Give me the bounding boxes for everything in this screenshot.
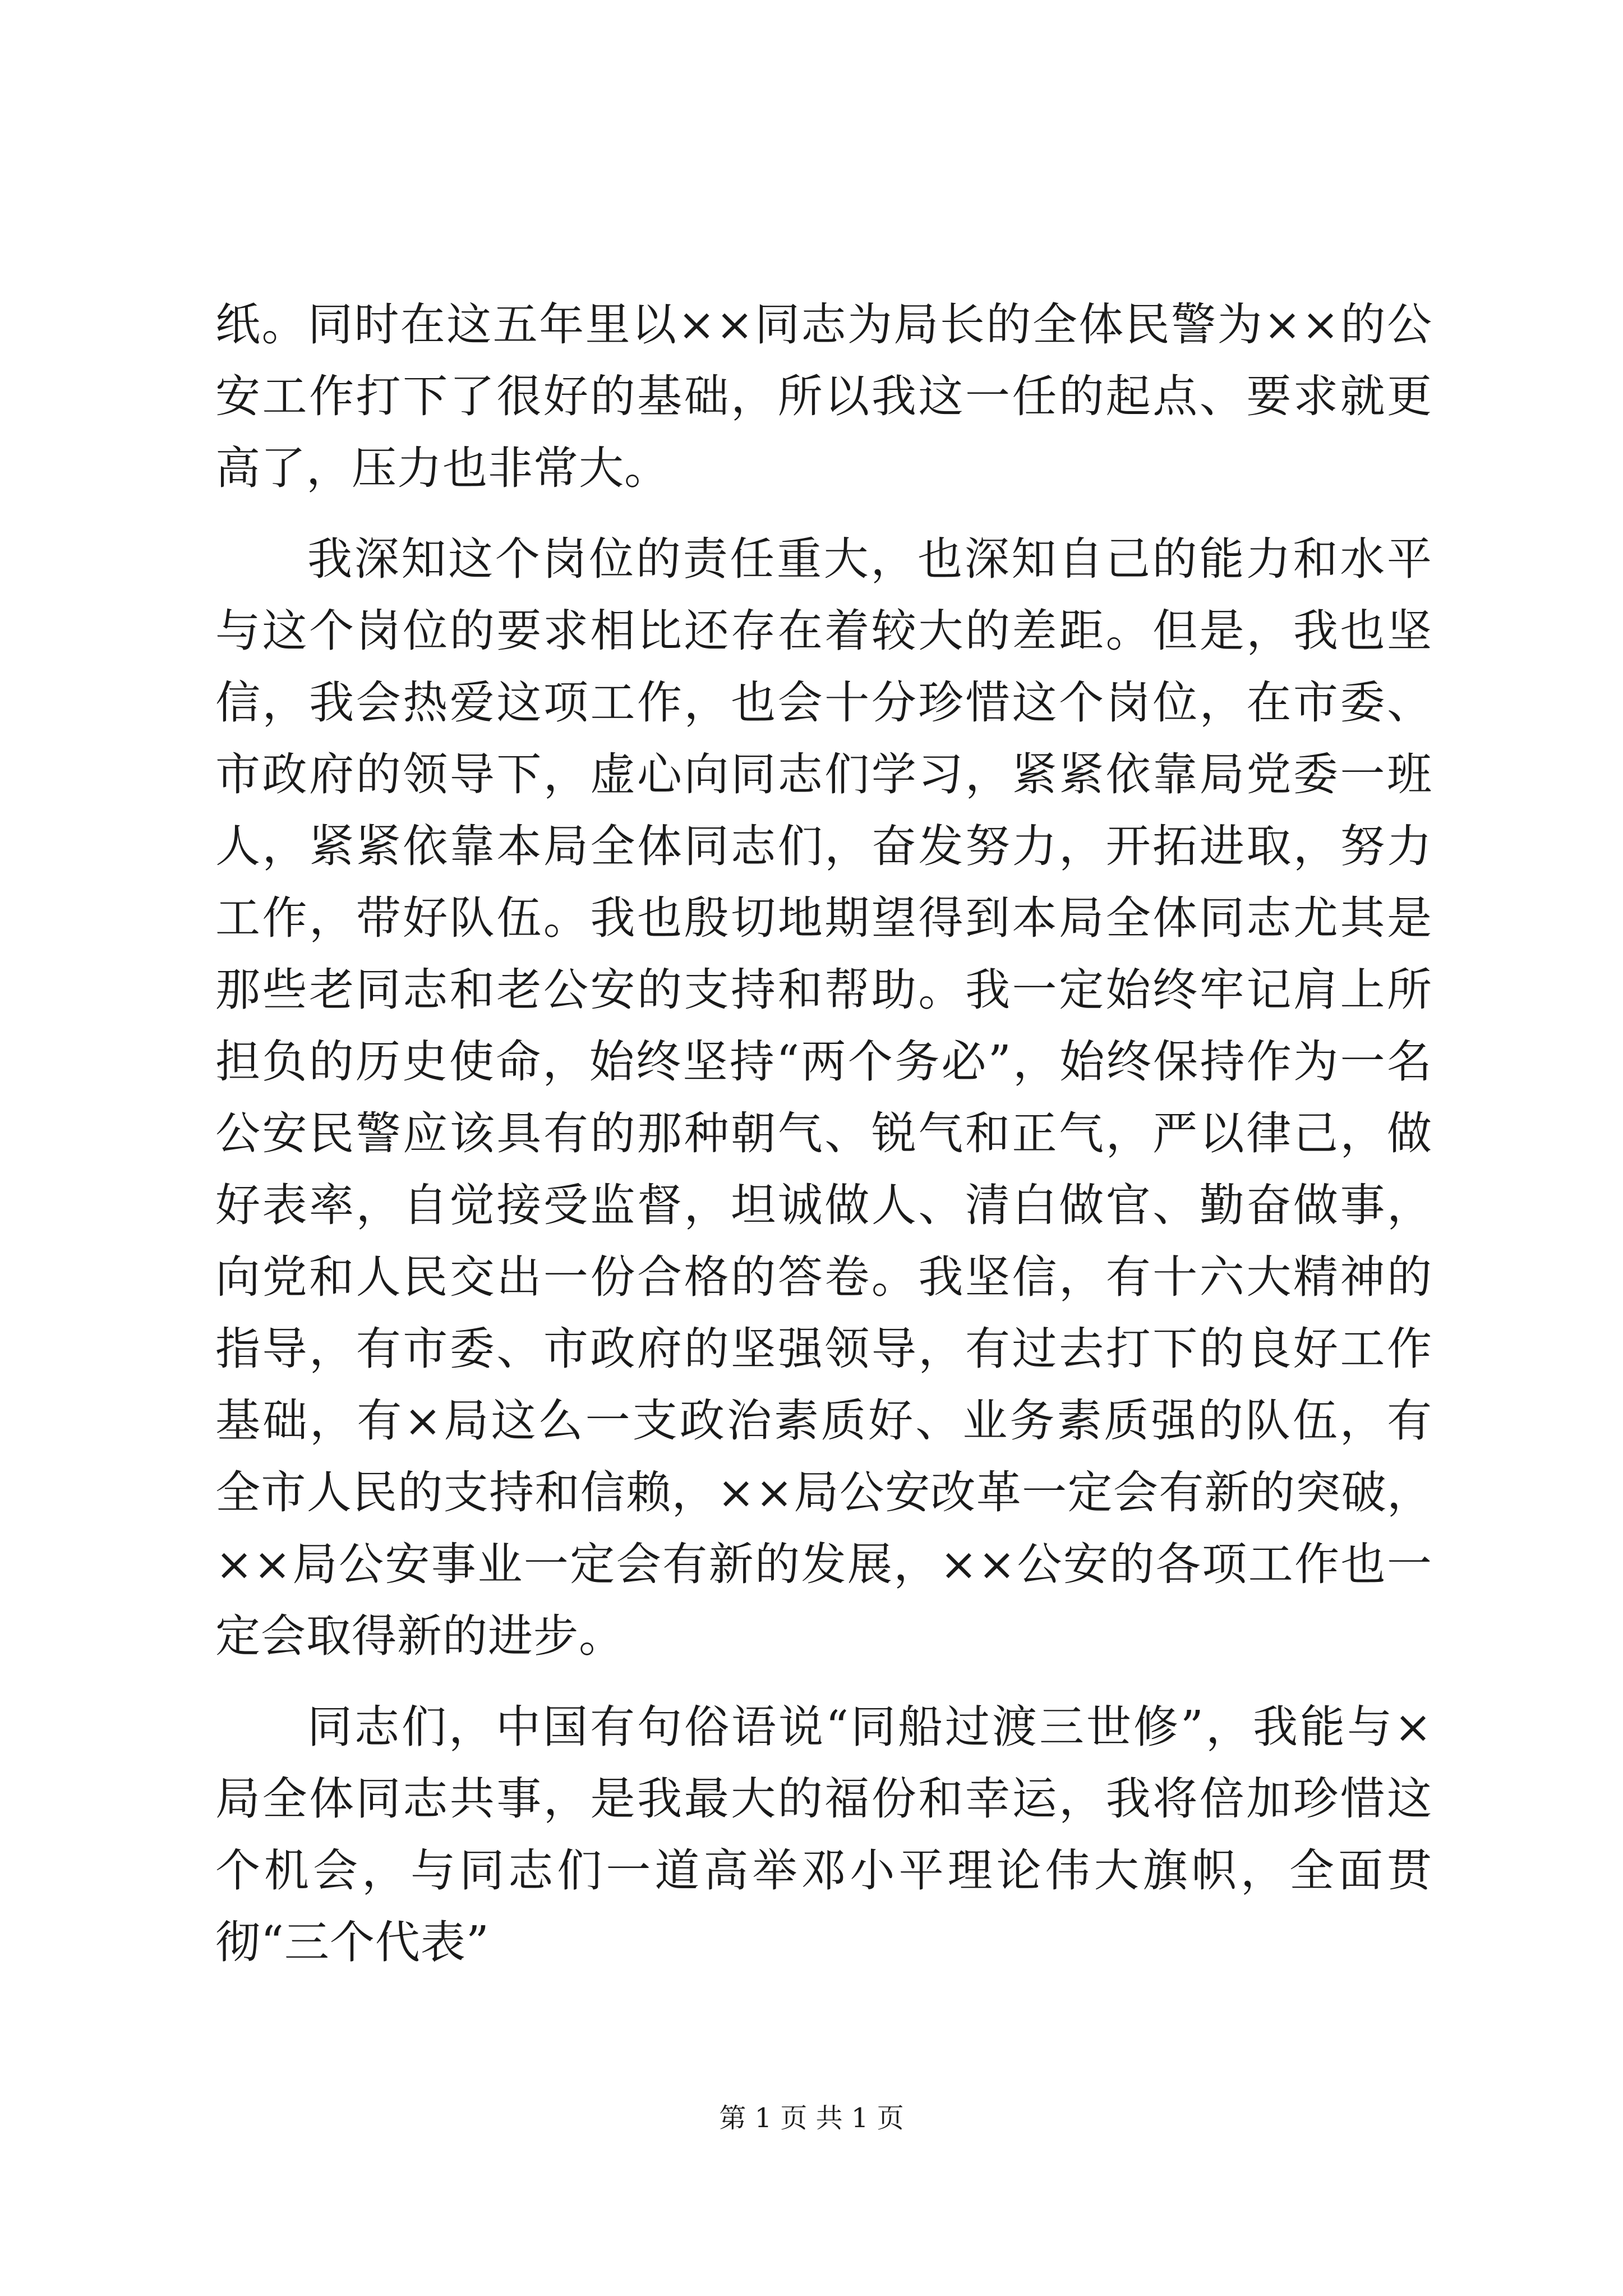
page-footer: 第 1 页 共 1 页 <box>719 2102 904 2134</box>
paragraph-commitment: 我深知这个岗位的责任重大，也深知自己的能力和水平与这个岗位的要求相比还存在着较大的差距。但是，我也坚信，我会热爱这项工作，也会十分珍惜这个岗位，在市委、市政府的领导下，虚心向同志们学习，紧紧依靠局党委一班人，紧紧依靠本局全体同志们，奋发努力，开拓进取，努力工作，带好队伍。我也殷切地期望得到本局全体同志尤其是那些老同志和老公安的支持和帮助。我一定始终牢记肩上所担负的历史使命，始终坚持“两个务必”，始终保持作为一名公安民警应该具有的那种朝气、锐气和正气，严以律己，做好表率，自觉接受监督，坦诚做人、清白做官、勤奋做事，向党和人民交出一份合格的答卷。我坚信，有十六大精神的指导，有市委、市政府的坚强领导，有过去打下的良好工作基础，有×局这么一支政治素质好、业务素质强的队伍，有全市人民的支持和信赖，××局公安改革一定会有新的突破，××局公安事业一定会有新的发展，××公安的各项工作也一定会取得新的进步。 <box>215 533 1432 1662</box>
paragraph-closing: 同志们，中国有句俗语说“同船过渡三世修”，我能与×局全体同志共事，是我最大的福份和幸运，我将倍加珍惜这个机会，与同志们一道高举邓小平理论伟大旗帜，全面贯彻“三个代表” <box>215 1701 1432 1968</box>
paragraph-continuation: 纸。同时在这五年里以××同志为局长的全体民警为××的公安工作打下了很好的基础，所以我这一任的起点、要求就更高了，压力也非常大。 <box>215 298 1432 494</box>
document-body <box>215 289 1432 1978</box>
